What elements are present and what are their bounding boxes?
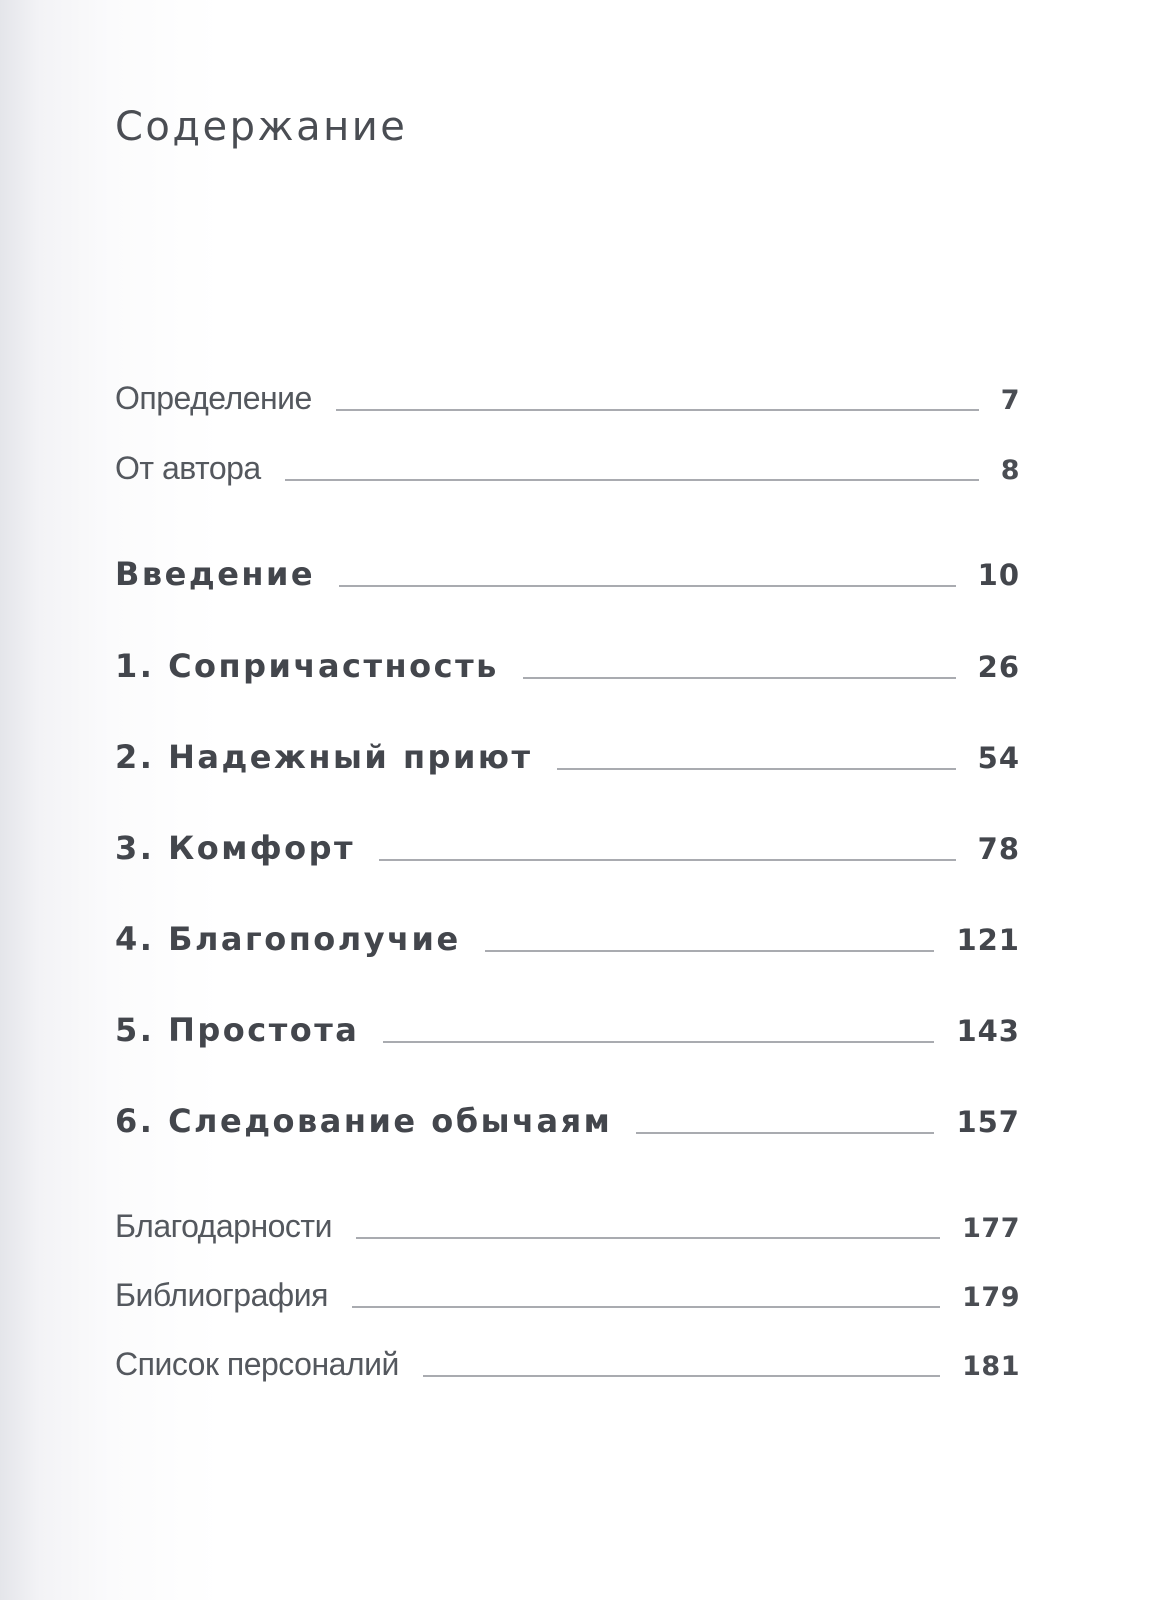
toc-page-number: 121 — [956, 923, 1020, 957]
toc-entry-introduction — [115, 555, 1020, 593]
toc-entry-chapter-4 — [115, 920, 1020, 958]
toc-entry-label: 1. Сопричастность — [115, 647, 499, 685]
toc-entry-label: От автора — [115, 450, 261, 486]
toc-entry-label: Определение — [115, 380, 312, 416]
toc-page-number: 143 — [956, 1014, 1020, 1048]
dot-leader — [356, 1237, 940, 1239]
toc-page-number: 7 — [1000, 385, 1020, 416]
dot-leader — [383, 1041, 934, 1043]
toc-entry-chapter-6 — [115, 1102, 1020, 1140]
toc-entry-label: 5. Простота — [115, 1011, 360, 1049]
toc-entry-acknowledgements — [115, 1208, 1020, 1245]
toc-page-number: 78 — [977, 832, 1020, 866]
toc-entry-label: 2. Надежный приют — [115, 738, 533, 776]
toc-entry-bibliography — [115, 1277, 1020, 1314]
toc-page-number: 10 — [977, 558, 1020, 592]
toc-page-number: 157 — [956, 1105, 1020, 1139]
dot-leader — [352, 1306, 940, 1308]
toc-entry-from-author — [115, 450, 1020, 487]
dot-leader — [557, 768, 956, 770]
toc-entry-index-of-persons — [115, 1346, 1020, 1383]
toc-entry-label: Библиография — [115, 1277, 328, 1313]
toc-page-number: 181 — [962, 1351, 1020, 1382]
toc-entry-label: 3. Комфорт — [115, 829, 356, 867]
toc-entry-label: 6. Следование обычаям — [115, 1102, 613, 1140]
dot-leader — [285, 479, 979, 481]
toc-entry-label: Благодарности — [115, 1208, 332, 1244]
page-title: Содержание — [115, 104, 408, 150]
toc-page-number: 177 — [962, 1213, 1020, 1244]
toc-entry-label: Список персоналий — [115, 1346, 399, 1382]
toc-entry-chapter-2 — [115, 738, 1020, 776]
toc-page-number: 179 — [962, 1282, 1020, 1313]
toc-entry-definition — [115, 380, 1020, 417]
toc-page-number: 8 — [1000, 455, 1020, 486]
dot-leader — [485, 950, 935, 952]
toc-entry-label: Введение — [115, 555, 316, 593]
dot-leader — [423, 1375, 940, 1377]
dot-leader — [523, 677, 956, 679]
dot-leader — [336, 409, 979, 411]
toc-entry-chapter-1 — [115, 647, 1020, 685]
toc-entry-chapter-3 — [115, 829, 1020, 867]
toc-page-number: 54 — [977, 741, 1020, 775]
dot-leader — [636, 1132, 934, 1134]
dot-leader — [379, 859, 956, 861]
toc-entry-chapter-5 — [115, 1011, 1020, 1049]
toc-page-number: 26 — [977, 650, 1020, 684]
toc-entry-label: 4. Благополучие — [115, 920, 461, 958]
dot-leader — [339, 585, 956, 587]
